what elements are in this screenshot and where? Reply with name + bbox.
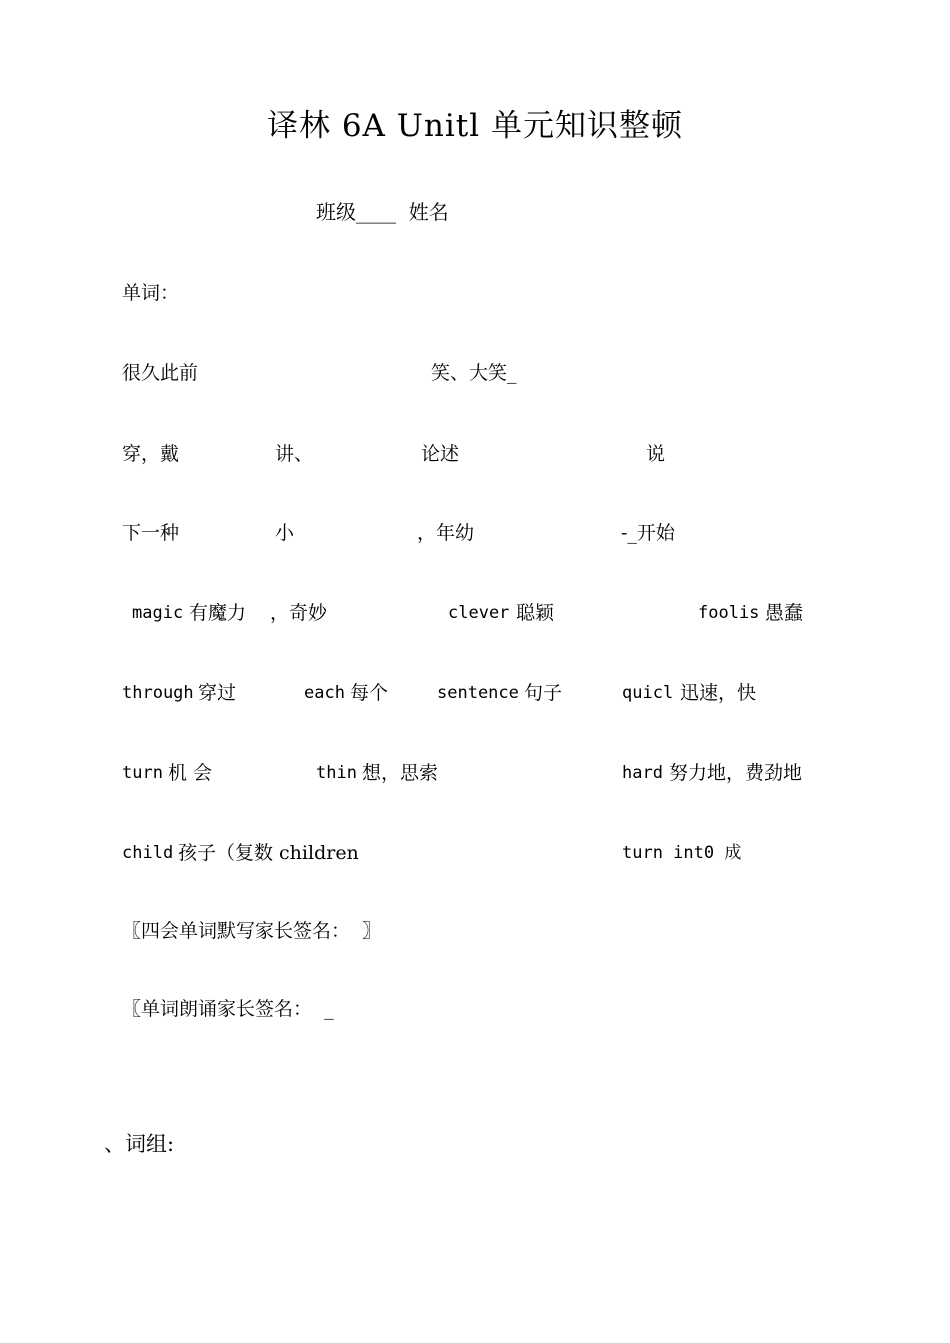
class-name-line: 班级____ 姓名 (316, 200, 449, 224)
word-english: quicl (622, 683, 674, 703)
word-english: magic (132, 603, 184, 623)
word-item: 笑、大笑_ (431, 362, 517, 384)
word-chinese: 机 会 (168, 762, 213, 784)
word-english: sentence (437, 683, 519, 703)
word-item: 下一种 (122, 522, 180, 544)
word-chinese: 愚蠢 (765, 602, 804, 624)
word-item: -_开始 (621, 522, 675, 544)
word-item: ，年幼 (417, 522, 475, 544)
parent-signature-dictation: 〖四会单词默写家长签名： 〗 (122, 920, 382, 942)
word-chinese: 每个 (350, 682, 389, 704)
word-item: 讲、 (275, 443, 314, 465)
word-english: hard (622, 763, 663, 783)
word-item: 很久此前 (122, 362, 199, 384)
word-english: turn (122, 763, 163, 783)
section-heading-words: 单词： (122, 282, 180, 304)
word-chinese: 想，思索 (362, 762, 439, 784)
section-heading-phrases: 、词组: (104, 1132, 175, 1156)
word-english: foolis (698, 603, 760, 623)
word-item: 论述 (421, 443, 460, 465)
word-chinese: 努力地，费劲地 (669, 762, 803, 784)
word-chinese: 迅速，快 (680, 682, 757, 704)
word-english: each (304, 683, 345, 703)
word-chinese: 孩子（复数 children (178, 842, 359, 864)
parent-signature-reading: 〖单词朗诵家长签名： _ (122, 998, 334, 1020)
word-english: through (122, 683, 194, 703)
word-chinese: 句子 (524, 682, 563, 704)
word-chinese: 聪颖 (516, 602, 555, 624)
word-item: 小 (275, 522, 295, 544)
word-item: 穿，戴 (122, 443, 180, 465)
word-chinese: ，奇妙 (270, 602, 328, 624)
word-chinese: 有魔力 (189, 602, 247, 624)
word-english: clever (448, 603, 510, 623)
page-title: 译林 6A Unitl 单元知识整顿 (266, 108, 684, 144)
word-english: thin (316, 763, 357, 783)
word-item: 说 (646, 443, 666, 465)
word-english: turn int0 成 (622, 843, 742, 863)
word-chinese: 穿过 (198, 682, 237, 704)
word-english: child (122, 843, 174, 863)
